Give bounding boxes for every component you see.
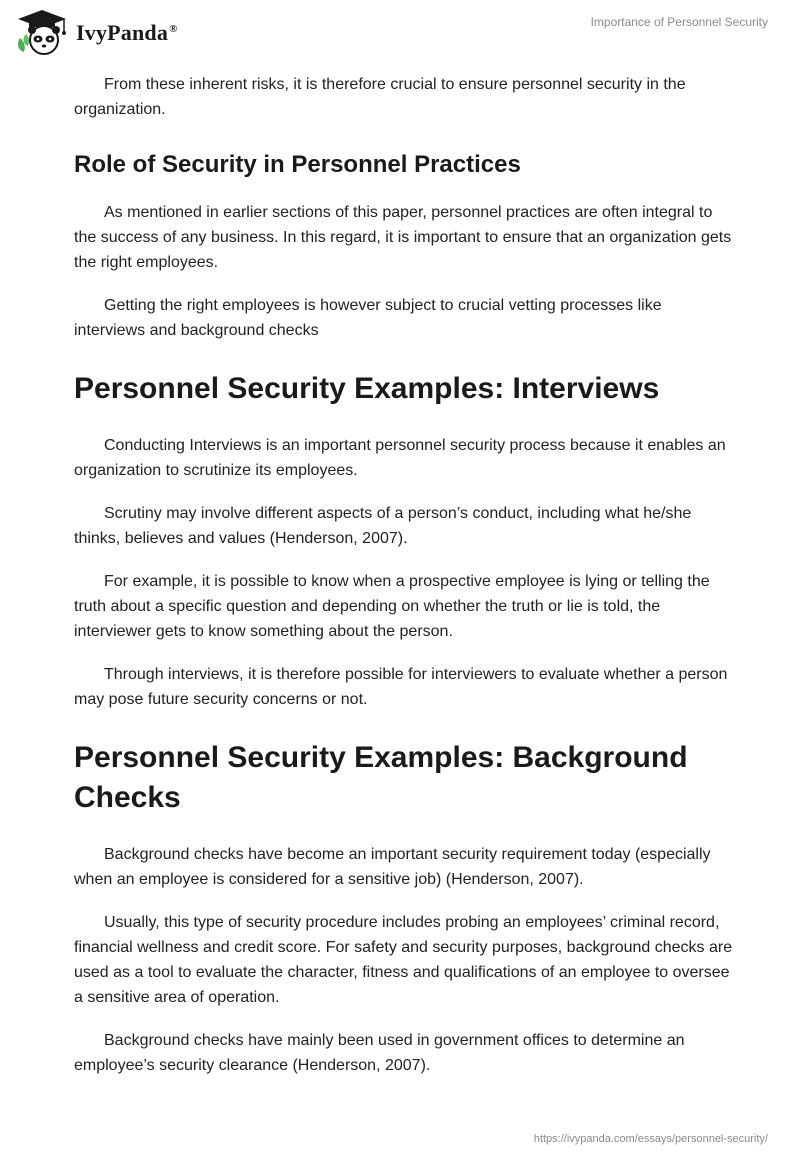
article-body bbox=[74, 72, 734, 1096]
paragraph: Getting the right employees is however subject to crucial vetting processes like interviews and background checks bbox=[74, 297, 662, 339]
section-heading: Personnel Security Examples: Background Checks bbox=[74, 741, 688, 814]
section-heading: Personnel Security Examples: Interviews bbox=[74, 372, 660, 405]
paragraph: Conducting Interviews is an important personnel security process because it enables an organization to scrutinize its employees. bbox=[74, 437, 726, 479]
paragraph: Background checks have mainly been used in government offices to determine an employee’s security clearance (Henderson, 2007). bbox=[74, 1032, 685, 1074]
paragraph: Background checks have become an important security requirement today (especially when an employee is considered for a sensitive job) (Henderson, 2007). bbox=[74, 846, 711, 888]
paragraph: Through interviews, it is therefore possible for interviewers to evaluate whether a person may pose future security concerns or not. bbox=[74, 666, 728, 708]
section-heading: Role of Security in Personnel Practices bbox=[74, 151, 521, 178]
page-header bbox=[0, 0, 800, 64]
ivypanda-logo[interactable] bbox=[14, 8, 178, 56]
paragraph: For example, it is possible to know when a prospective employee is lying or telling the truth about a specific question and depending on whether the truth or lie is told, the interviewer gets to know something about the person. bbox=[74, 573, 710, 640]
intro-paragraph: From these inherent risks, it is therefore crucial to ensure personnel security in the organization. bbox=[74, 76, 686, 118]
brand-name: IvyPanda® bbox=[76, 20, 178, 45]
paragraph: Scrutiny may involve different aspects of a person’s conduct, including what he/she thinks, believes and values (Henderson, 2007). bbox=[74, 505, 692, 547]
paragraph: As mentioned in earlier sections of this paper, personnel practices are often integral to the success of any business. In this regard, it is important to ensure that an organization gets the right employees. bbox=[74, 204, 732, 271]
document-title: Importance of Personnel Security bbox=[590, 15, 768, 29]
source-url[interactable]: https://ivypanda.com/essays/personnel-security/ bbox=[533, 1133, 768, 1145]
paragraph: Usually, this type of security procedure includes probing an employees’ criminal record, financial wellness and credit score. For safety and security purposes, background checks are used as a tool to evaluate the character, fitness and qualifications of an employee to oversee a sensitive area of operation. bbox=[74, 914, 733, 1006]
ivypanda-logo-icon bbox=[14, 8, 70, 56]
